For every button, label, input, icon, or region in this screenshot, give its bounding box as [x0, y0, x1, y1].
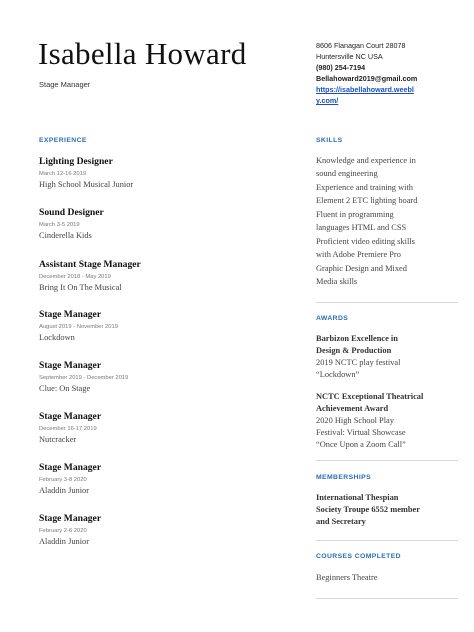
job-entry — [39, 411, 279, 444]
award-detail-line: “Lockdown” — [316, 370, 360, 379]
award-item — [316, 391, 461, 451]
membership-line: International Thespian — [316, 493, 399, 502]
award-detail-line: 2019 NCTC play festival — [316, 358, 401, 367]
job-date: February 3-8 2020 — [39, 477, 87, 483]
skill-line: Experience and training with — [316, 183, 413, 192]
section-divider — [316, 598, 458, 599]
job-entry — [39, 156, 279, 189]
job-title: Stage Manager — [39, 360, 102, 371]
skill-item — [316, 236, 461, 261]
skills-list — [316, 155, 461, 288]
job-entry — [39, 259, 279, 292]
job-description: High School Musical Junior — [39, 180, 134, 189]
courses-heading: COURSES COMPLETED — [316, 553, 401, 560]
job-description: Bring It On The Musical — [39, 283, 122, 292]
skill-line: Graphic Design and Mixed — [316, 264, 407, 273]
address-line-2: Huntersville NC USA — [316, 52, 383, 61]
memberships-heading: MEMBERSHIPS — [316, 474, 372, 481]
skill-line: Element 2 ETC lighting board — [316, 195, 418, 205]
job-date: August 2019 - November 2019 — [39, 324, 118, 330]
job-date: December 16-17 2019 — [39, 426, 97, 432]
skill-line: Knowledge and experience in — [316, 156, 416, 165]
job-entry — [39, 513, 279, 546]
section-divider — [316, 302, 458, 303]
job-date: February 2-6 2020 — [39, 528, 87, 534]
job-title: Stage Manager — [39, 513, 102, 524]
website-link-line-2[interactable]: y.com/ — [316, 96, 339, 105]
phone-number: (980) 254-7194 — [316, 63, 366, 72]
job-description: Cinderella Kids — [39, 231, 92, 240]
award-item — [316, 333, 461, 381]
job-entry — [39, 309, 279, 342]
job-date: March 3-5 2019 — [39, 222, 80, 228]
job-entry — [39, 207, 279, 240]
awards-heading: AWARDS — [316, 315, 349, 322]
job-entry — [39, 360, 279, 393]
skill-line: Fluent in programming — [316, 210, 394, 219]
job-entry — [39, 462, 279, 495]
skills-heading: SKILLS — [316, 137, 343, 144]
job-title: Assistant Stage Manager — [39, 259, 141, 270]
skill-item — [316, 155, 461, 180]
award-title-line: Barbizon Excellence in — [316, 334, 398, 343]
job-description: Nutcracker — [39, 435, 77, 444]
job-date: December 2018 - May 2019 — [39, 274, 111, 280]
skill-item — [316, 182, 461, 207]
job-date: September 2019 - December 2019 — [39, 375, 129, 381]
course-item: Beginners Theatre — [316, 573, 378, 582]
award-detail-line: Festival: Virtual Showcase — [316, 428, 406, 437]
website-link-line-1[interactable]: https://isabellahoward.weebl — [316, 85, 414, 94]
skill-item — [316, 209, 461, 234]
award-title-line: Design & Production — [316, 346, 392, 355]
experience-heading: EXPERIENCE — [39, 137, 87, 144]
job-title: Stage Manager — [39, 411, 102, 422]
job-description: Lockdown — [39, 333, 75, 342]
email-address: Bellahoward2019@gmail.com — [316, 74, 418, 83]
job-description: Aladdin Junior — [39, 537, 90, 546]
skill-line: sound engineering — [316, 168, 378, 178]
award-detail-line: “Once Upon a Zoom Call” — [316, 440, 406, 449]
candidate-name: Isabella Howard — [38, 36, 247, 71]
job-description: Clue: On Stage — [39, 384, 91, 393]
job-title: Stage Manager — [39, 462, 102, 473]
membership-line: Society Troupe 6552 member — [316, 505, 420, 514]
website-link[interactable] — [316, 84, 456, 106]
job-title: Lighting Designer — [39, 156, 113, 167]
candidate-role: Stage Manager — [39, 80, 91, 89]
section-divider — [316, 460, 458, 461]
job-description: Aladdin Junior — [39, 486, 90, 495]
skill-line: Media skills — [316, 276, 358, 286]
skill-line: Proficient video editing skills — [316, 237, 415, 246]
skill-line: with Adobe Premiere Pro — [316, 249, 401, 259]
award-title-line: Achievement Award — [316, 404, 389, 413]
award-detail-line: 2020 High School Play — [316, 416, 394, 425]
award-title-line: NCTC Exceptional Theatrical — [316, 392, 424, 401]
job-title: Sound Designer — [39, 207, 104, 218]
job-date: March 12-16 2019 — [39, 171, 87, 177]
address-line-1: 8606 Flanagan Court 28078 — [316, 41, 406, 50]
membership-item — [316, 492, 461, 528]
membership-line: and Secretary — [316, 517, 366, 526]
skill-item — [316, 263, 461, 288]
skill-line: languages HTML and CSS — [316, 222, 407, 232]
contact-block — [316, 40, 456, 106]
job-title: Stage Manager — [39, 309, 102, 320]
section-divider — [316, 540, 458, 541]
